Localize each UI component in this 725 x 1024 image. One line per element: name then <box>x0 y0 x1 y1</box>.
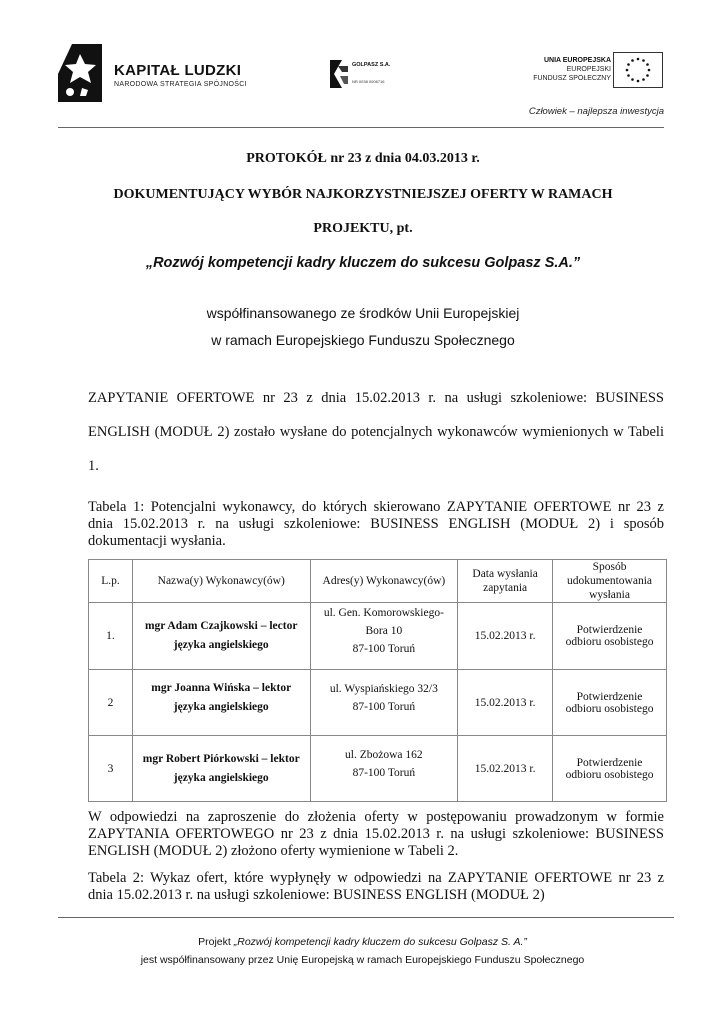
protocol-subtitle-line1: DOKUMENTUJĄCY WYBÓR NAJKORZYSTNIEJSZEJ OFERTY W RAMACH <box>113 187 613 202</box>
kapital-ludzki-title: KAPITAŁ LUDZKI <box>114 62 242 79</box>
address-line <box>315 680 454 716</box>
method-line: Potwierdzenie <box>576 690 643 703</box>
caption-line: dnia 15.02.2013 r. na usługi szkoleniowe: BUSINESS ENGLISH (MODUŁ 2) i sposób <box>88 516 664 532</box>
cell-lp: 1. <box>89 603 133 670</box>
cell-date: 15.02.2013 r. <box>458 736 553 802</box>
eu-flag-icon <box>613 52 663 88</box>
header-date-line: zapytania <box>483 582 528 594</box>
intro-line: ENGLISH (MODUŁ 2) zostało wysłane do potencjalnych wykonawców wymienionych w Tabeli <box>88 424 664 440</box>
response-line: ZAPYTANIA OFERTOWEGO nr 23 z dnia 15.02.2013 r. na usługi szkoleniowe: BUSINESS <box>88 826 664 842</box>
cell-name <box>132 603 310 670</box>
cell-address <box>310 603 458 670</box>
protocol-title: PROTOKÓŁ nr 23 z dnia 04.03.2013 r. <box>246 151 480 166</box>
unia-europejska-logo <box>500 50 665 96</box>
ue-line1: UNIA EUROPEJSKA <box>543 57 611 64</box>
method-line: Potwierdzenie <box>576 756 643 769</box>
footer-line2: jest współfinansowany przez Unię Europejską w ramach Europejskiego Funduszu Społecznego <box>140 954 585 966</box>
cofinancing-line2: w ramach Europejskiego Funduszu Społecznego <box>211 332 515 348</box>
caption-line: Tabela 1: Potencjalni wykonawcy, do których skierowano ZAPYTANIE OFERTOWE nr 23 z <box>88 499 664 515</box>
name-line: języka angielskiego <box>173 700 269 713</box>
name-line: języka angielskiego <box>173 771 269 784</box>
address-line-text: 87-100 Toruń <box>352 766 416 779</box>
caption-line: dnia 15.02.2013 r. na usługi szkoleniowe: BUSINESS ENGLISH (MODUŁ 2) <box>88 887 545 903</box>
ue-line3: FUNDUSZ SPOŁECZNY <box>533 75 611 82</box>
header-method-line: Sposób <box>592 561 627 573</box>
header-address: Adres(y) Wykonawcy(ów) <box>310 560 458 603</box>
cell-name <box>132 736 310 802</box>
kapital-ludzki-logo <box>58 44 258 104</box>
intro-paragraph <box>88 389 664 491</box>
header-method-line: udokumentowania <box>567 575 652 587</box>
response-line: W odpowiedzi na zaproszenie do złożenia oferty w postępowaniu prowadzonym w formie <box>88 809 664 825</box>
header-name: Nazwa(y) Wykonawcy(ów) <box>132 560 310 603</box>
header-lp: L.p. <box>89 560 133 603</box>
footer-project-name: „Rozwój kompetencji kadry kluczem do sukcesu Golpasz S. A.” <box>233 936 527 948</box>
table2-caption <box>88 870 664 904</box>
caption-line: Tabela 2: Wykaz ofert, które wypłynęły w odpowiedzi na ZAPYTANIE OFERTOWE nr 23 z <box>88 870 664 886</box>
cell-lp: 3 <box>89 736 133 802</box>
table1-caption <box>88 499 664 550</box>
name-block <box>137 679 306 717</box>
header-divider <box>58 127 664 128</box>
cell-method <box>553 603 667 670</box>
cell-address <box>310 736 458 802</box>
intro-line: 1. <box>88 458 99 474</box>
address-line-text: 87-100 Toruń <box>352 700 416 713</box>
name-line: języka angielskiego <box>173 639 269 651</box>
cell-address <box>310 670 458 736</box>
ue-line2: EUROPEJSKI <box>566 66 611 73</box>
name-line: mgr Adam Czajkowski – lector <box>144 620 298 632</box>
method-line: odbioru osobistego <box>565 768 654 781</box>
name-line: mgr Joanna Wińska – lektor <box>151 681 292 694</box>
protocol-subtitle-line2: PROJEKTU, pt. <box>313 221 413 236</box>
cell-method <box>553 736 667 802</box>
method-line: odbioru osobistego <box>565 702 654 715</box>
footer-prefix: Projekt <box>198 936 234 948</box>
header-date <box>458 560 553 603</box>
contractors-table <box>88 559 667 802</box>
intro-line: ZAPYTANIE OFERTOWE nr 23 z dnia 15.02.2013 r. na usługi szkoleniowe: BUSINESS <box>88 390 664 406</box>
name-line: mgr Robert Piórkowski – lektor <box>142 752 300 765</box>
caption-line: dokumentacji wysłania. <box>88 533 226 549</box>
header-method-line: wysłania <box>589 589 630 601</box>
address-line-text: ul. Zbożowa 162 <box>345 748 423 761</box>
address-line-text: ul. Wyspiańskiego 32/3 <box>329 682 438 695</box>
cell-date: 15.02.2013 r. <box>458 670 553 736</box>
cell-lp: 2 <box>89 670 133 736</box>
ue-text <box>533 56 611 83</box>
response-line: ENGLISH (MODUŁ 2) złożono oferty wymienione w Tabeli 2. <box>88 843 459 859</box>
footer-line1 <box>0 936 725 948</box>
table-header-row <box>89 560 667 603</box>
method-line: odbioru osobistego <box>565 636 654 648</box>
cell-date: 15.02.2013 r. <box>458 603 553 670</box>
method-line: Potwierdzenie <box>576 624 643 636</box>
table-row <box>89 736 667 802</box>
golpasz-name: GOLPASZ S.A. <box>352 62 391 68</box>
address-line-text: 87-100 Toruń <box>352 643 416 655</box>
kapital-ludzki-emblem-icon <box>58 44 102 102</box>
golpasz-code: NR 0038 0006716 <box>352 79 385 84</box>
cell-name <box>132 670 310 736</box>
cell-method <box>553 670 667 736</box>
table-row <box>89 670 667 736</box>
project-name: „Rozwój kompetencji kadry kluczem do sukcesu Golpasz S.A.” <box>145 255 581 271</box>
golpasz-emblem-icon <box>328 58 350 90</box>
header-method <box>553 560 667 603</box>
slogan: Człowiek – najlepsza inwestycja <box>528 106 664 117</box>
address-line <box>315 604 454 658</box>
header-date-line: Data wysłania <box>472 568 538 580</box>
golpasz-logo <box>328 58 396 92</box>
footer-divider <box>58 917 674 918</box>
address-line-text: Bora 10 <box>365 625 403 637</box>
address-line-text: ul. Gen. Komorowskiego- <box>323 607 444 619</box>
kapital-ludzki-subtitle: NARODOWA STRATEGIA SPÓJNOŚCI <box>114 81 247 88</box>
response-paragraph <box>88 809 664 860</box>
table-row <box>89 603 667 670</box>
cofinancing-line1: współfinansowanego ze środków Unii Europejskiej <box>206 305 520 321</box>
address-line <box>315 746 454 782</box>
